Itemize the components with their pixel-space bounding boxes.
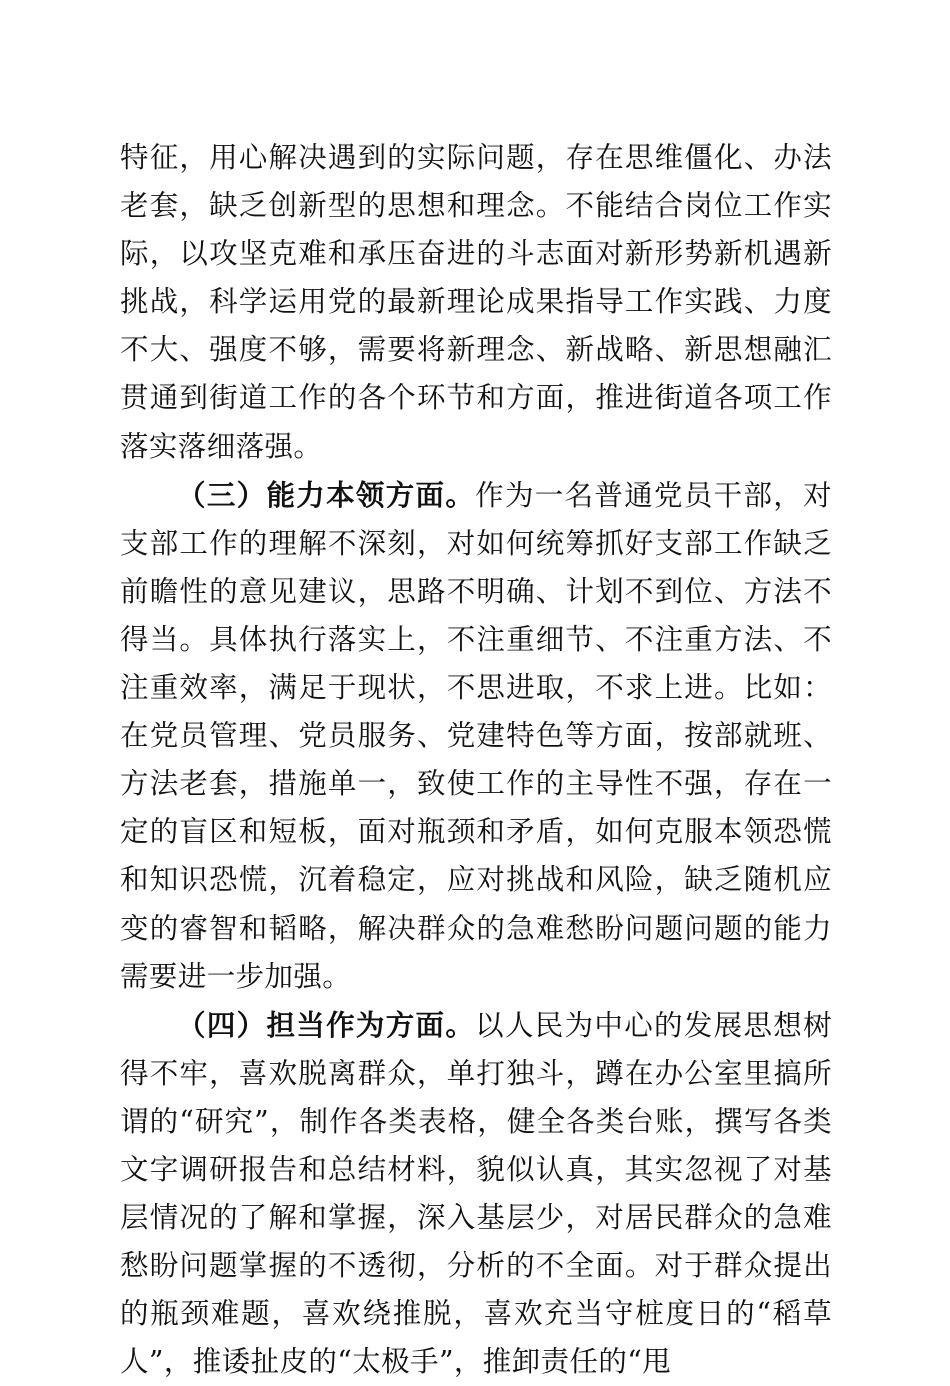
document-body <box>120 134 832 1386</box>
section-heading-responsibility: （四）担当作为方面。 <box>177 1007 476 1042</box>
paragraph-responsibility <box>120 1001 832 1386</box>
paragraph-text: 特征，用心解决遇到的实际问题，存在思维僵化、办法老套，缺乏创新型的思想和理念。不能结合岗位工作实际，以攻坚克难和承压奋进的斗志面对新形势新机遇新挑战，科学运用党的最新理论成果指导工作实践、力度不大、强度不够，需要将新理念、新战略、新思想融汇贯通到街道工作的各个环节和方面，推进街道各项工作落实落细落强。 <box>120 141 832 463</box>
section-heading-ability: （三）能力本领方面。 <box>177 477 476 512</box>
paragraph-text: 作为一名普通党员干部，对支部工作的理解不深刻，对如何统筹抓好支部工作缺乏前瞻性的意见建议，思路不明确、计划不到位、方法不得当。具体执行落实上，不注重细节、不注重方法、不注重效率，满足于现状，不思进取，不求上进。比如：在党员管理、党员服务、党建特色等方面，按部就班、方法老套，措施单一，致使工作的主导性不强，存在一定的盲区和短板，面对瓶颈和矛盾，如何克服本领恐慌和知识恐慌，沉着稳定，应对挑战和风险，缺乏随机应变的睿智和韬略，解决群众的急难愁盼问题问题的能力需要进一步加强。 <box>120 478 832 993</box>
paragraph-text: 以人民为中心的发展思想树得不牢，喜欢脱离群众，单打独斗，蹲在办公室里搞所谓的“研究”，制作各类表格，健全各类台账，撰写各类文字调研报告和总结材料，貌似认真，其实忽视了对基层情况的了解和掌握，深入基层少，对居民群众的急难愁盼问题掌握的不透彻，分析的不全面。对于群众提出的瓶颈难题，喜欢绕推脱，喜欢充当守桩度日的“稻草人”，推诿扯皮的“太极手”，推卸责任的“甩 <box>120 1008 832 1379</box>
paragraph-ability <box>120 471 832 1001</box>
paragraph-continuation <box>120 134 832 471</box>
